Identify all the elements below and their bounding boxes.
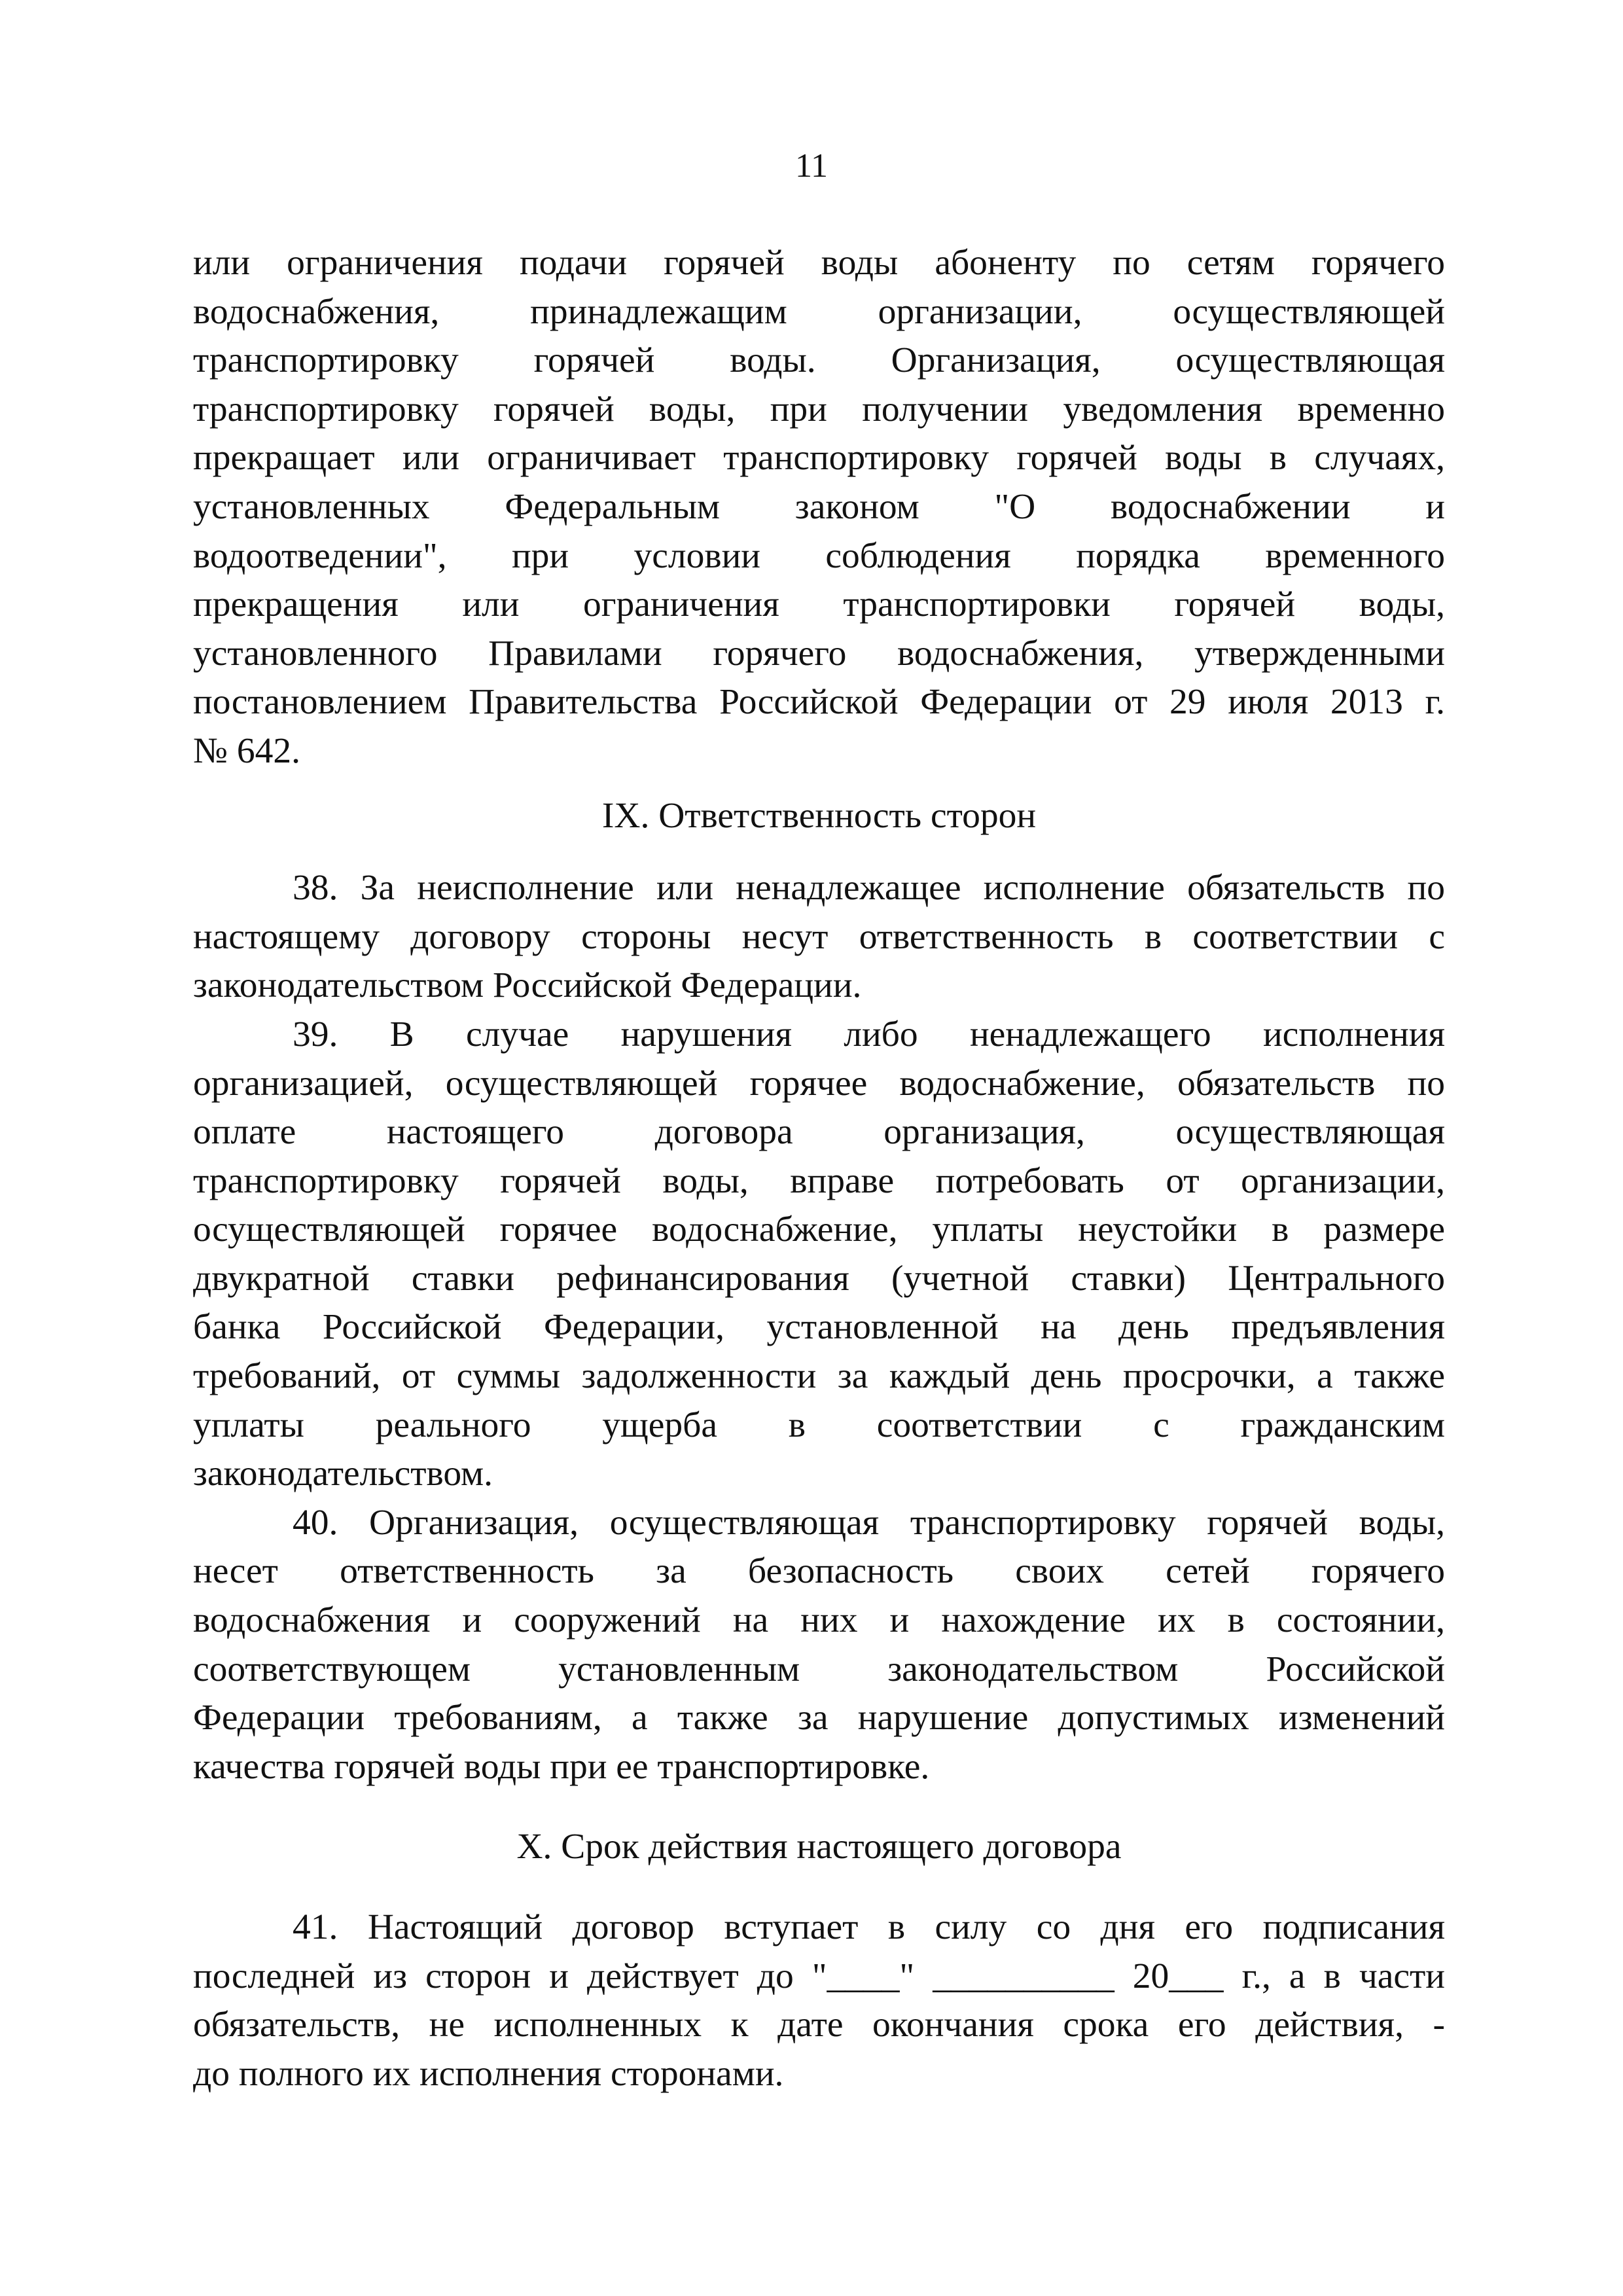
text-line: обязательств, не исполненных к дате окончания срока его действия, - [193,2005,1445,2045]
text-line: постановлением Правительства Российской Федерации от 29 июля 2013 г. [193,682,1445,723]
text-line: двукратной ставки рефинансирования (учетной ставки) Центрального [193,1258,1445,1299]
text-line: до полного их исполнения сторонами. [193,2053,784,2094]
text-line: осуществляющей горячее водоснабжение, уплаты неустойки в размере [193,1210,1445,1250]
document-body [193,239,1445,2098]
text-line: водоснабжения и сооружений на них и нахождение их в состоянии, [193,1600,1445,1641]
text-line: № 642. [193,730,300,771]
text-line: законодательством Российской Федерации. [193,965,862,1006]
text-line: банка Российской Федерации, установленной на день предъявления [193,1307,1445,1348]
text-line: или ограничения подачи горячей воды абоненту по сетям горячего [193,243,1445,283]
continuation-paragraph [193,239,1445,776]
text-line: 40. Организация, осуществляющая транспортировку горячей воды, [293,1502,1445,1543]
text-line: транспортировку горячей воды, вправе потребовать от организации, [193,1160,1445,1201]
text-line: последней из сторон и действует до "____" __________ 20___ г., а в части [193,1956,1445,1996]
text-line: качества горячей воды при ее транспортировке. [193,1746,930,1787]
clause-41 [193,1903,1445,2098]
text-line: 41. Настоящий договор вступает в силу со дня его подписания [293,1907,1445,1947]
section-heading-responsibility: IX. Ответственность сторон [601,795,1037,836]
section-heading-term: X. Срок действия настоящего договора [516,1827,1122,1867]
text-line: 38. За неисполнение или ненадлежащее исполнение обязательств по [293,868,1445,908]
clause-39 [193,1011,1445,1499]
text-line: прекращения или ограничения транспортировки горячей воды, [193,584,1445,625]
text-line: несет ответственность за безопасность своих сетей горячего [193,1551,1445,1592]
text-line: уплаты реального ущерба в соответствии с гражданским [193,1405,1445,1445]
text-line: организацией, осуществляющей горячее водоснабжение, обязательств по [193,1063,1445,1103]
clause-40 [193,1499,1445,1792]
text-line: водоснабжения, принадлежащим организации, осуществляющей [193,291,1445,332]
clause-38 [193,864,1445,1011]
text-line: законодательством. [193,1454,493,1494]
text-line: настоящему договору стороны несут ответственность в соответствии с [193,916,1445,957]
text-line: прекращает или ограничивает транспортировку горячей воды в случаях, [193,438,1445,478]
text-line: установленного Правилами горячего водоснабжения, утвержденными [193,633,1445,673]
text-line: Федерации требованиям, а также за нарушение допустимых изменений [193,1698,1445,1738]
text-line: оплате настоящего договора организация, осуществляющая [193,1112,1445,1153]
page-number: 11 [794,147,829,185]
text-line: транспортировку горячей воды, при получении уведомления временно [193,389,1445,429]
text-line: водоотведении", при условии соблюдения порядка временного [193,535,1445,576]
text-line: требований, от суммы задолженности за каждый день просрочки, а также [193,1356,1445,1397]
text-line: транспортировку горячей воды. Организация, осуществляющая [193,340,1445,381]
text-line: 39. В случае нарушения либо ненадлежащего исполнения [293,1014,1445,1054]
text-line: соответствующем установленным законодательством Российской [193,1649,1445,1689]
text-line: установленных Федеральным законом "О водоснабжении и [193,486,1445,527]
